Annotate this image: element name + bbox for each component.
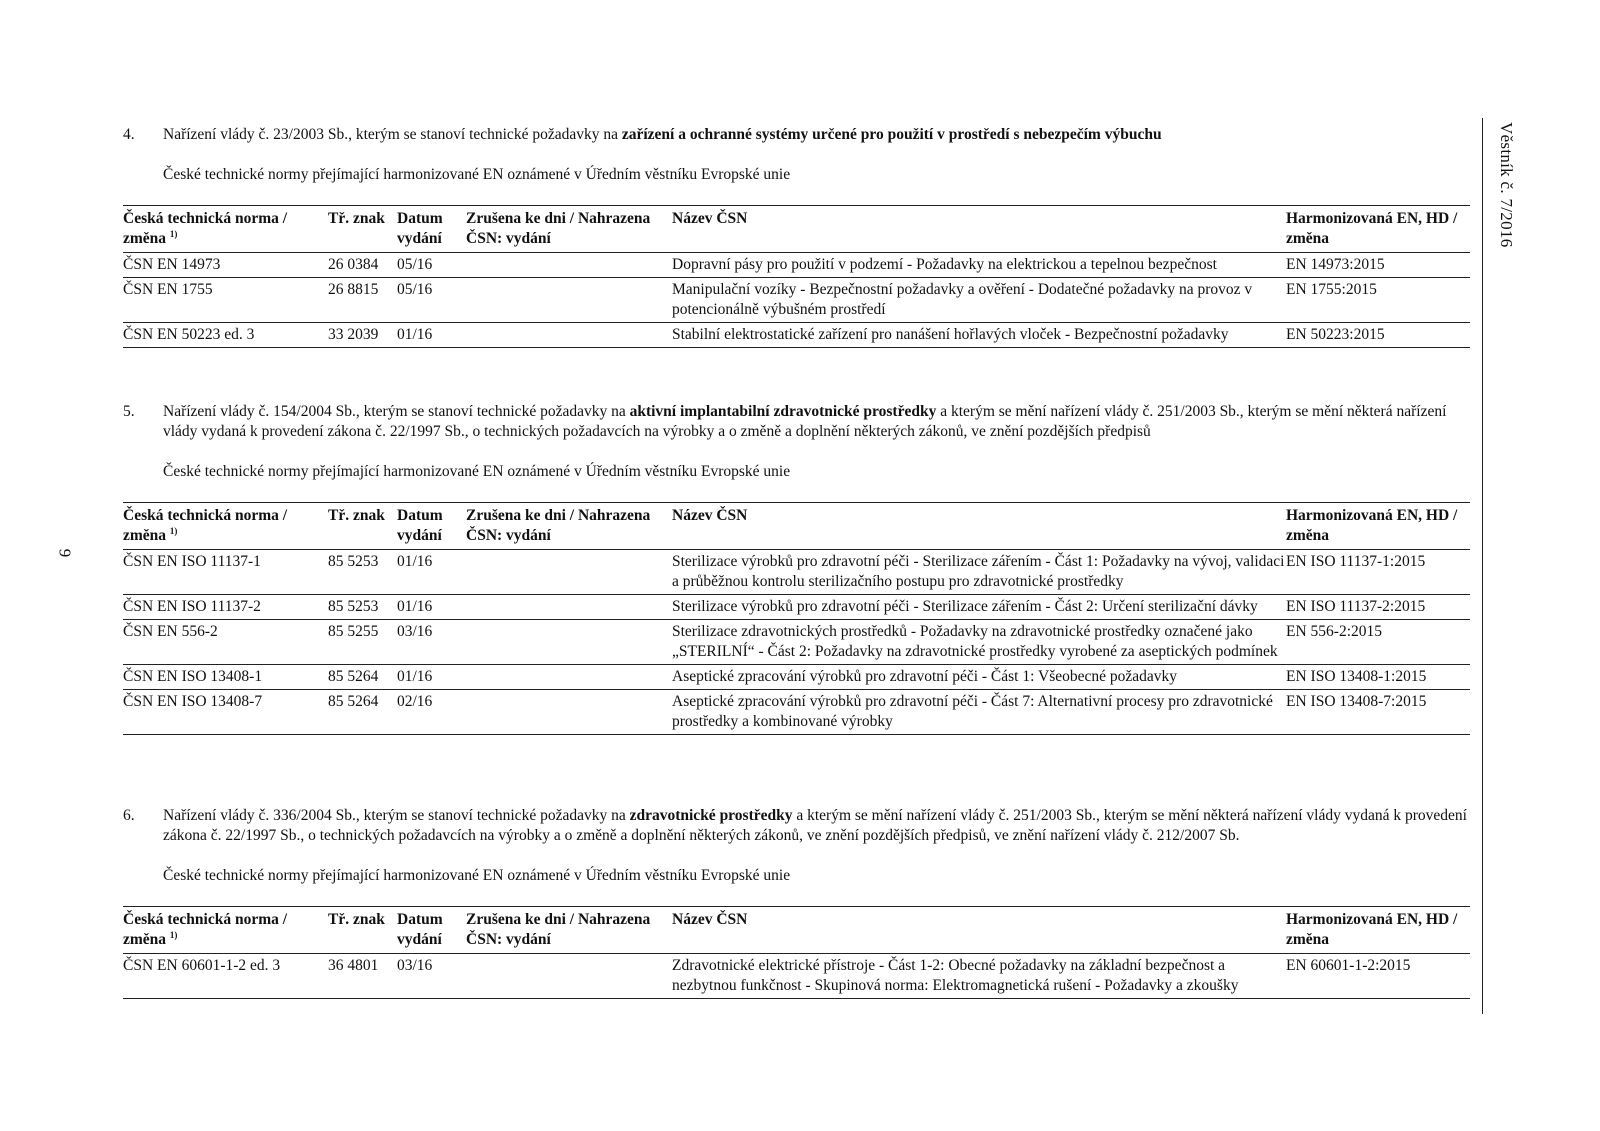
cell-nazev: Zdravotnické elektrické přístroje - Část 1-2: Obecné požadavky na základní bezpečnost a nezbytnou funkčnost - Skupinová norma: Elektromagnetická rušení - Požadavky a zkoušky xyxy=(672,957,1239,994)
section-number: 6. xyxy=(123,807,135,824)
cell-datum: 01/16 xyxy=(397,326,433,343)
cell-harmonizovana: EN ISO 11137-1:2015 xyxy=(1286,553,1426,570)
side-divider xyxy=(1482,118,1483,1014)
cell-znak: 33 2039 xyxy=(328,326,379,343)
section-text: Nařízení vlády č. 23/2003 Sb., kterým se stanoví technické požadavky na zařízení a ochranné systémy určené pro použití v prostředí s nebezpečím výbuchu xyxy=(163,126,1162,143)
header-harmonizovana: Harmonizovaná EN, HD / změna xyxy=(1286,911,1458,948)
cell-znak: 85 5253 xyxy=(328,553,379,570)
cell-datum: 01/16 xyxy=(397,553,433,570)
cell-zrusena xyxy=(466,323,672,348)
table-row xyxy=(123,323,1470,348)
cell-zrusena xyxy=(466,253,672,278)
cell-datum: 05/16 xyxy=(397,256,433,273)
cell-nazev: Aseptické zpracování výrobků pro zdravotní péči - Část 1: Všeobecné požadavky xyxy=(672,668,1178,685)
cell-znak: 26 0384 xyxy=(328,256,379,273)
cell-norma: ČSN EN 556-2 xyxy=(123,623,218,640)
cell-harmonizovana: EN 1755:2015 xyxy=(1286,281,1377,298)
header-nazev: Název ČSN xyxy=(672,507,748,524)
cell-zrusena xyxy=(466,690,672,735)
header-zrusena: Zrušena ke dni / Nahrazena ČSN: vydání xyxy=(466,911,651,948)
section-number: 4. xyxy=(123,126,135,143)
cell-harmonizovana: EN ISO 13408-1:2015 xyxy=(1286,668,1427,685)
cell-datum: 05/16 xyxy=(397,281,433,298)
norms-table xyxy=(123,502,1470,735)
cell-znak: 26 8815 xyxy=(328,281,379,298)
table-row xyxy=(123,595,1470,620)
cell-zrusena xyxy=(466,595,672,620)
table-row xyxy=(123,278,1470,323)
header-datum: Datum vydání xyxy=(397,210,443,247)
cell-norma: ČSN EN ISO 11137-2 xyxy=(123,598,261,615)
section-5 xyxy=(123,402,1470,735)
journal-issue-title: Věstník č. 7/2016 xyxy=(1497,122,1516,248)
cell-nazev: Stabilní elektrostatické zařízení pro nanášení hořlavých vloček - Bezpečnostní požadavky xyxy=(672,326,1229,343)
header-zrusena: Zrušena ke dni / Nahrazena ČSN: vydání xyxy=(466,507,651,544)
table-header-row xyxy=(123,907,1470,954)
cell-zrusena xyxy=(466,550,672,595)
table-row xyxy=(123,665,1470,690)
cell-zrusena xyxy=(466,620,672,665)
header-zrusena: Zrušena ke dni / Nahrazena ČSN: vydání xyxy=(466,210,651,247)
cell-nazev: Sterilizace výrobků pro zdravotní péči - Sterilizace zářením - Část 1: Požadavky na vývoj, validaci a průběžnou kontrolu sterilizačního postupu pro zdravotnické prostředky xyxy=(672,553,1285,590)
cell-datum: 03/16 xyxy=(397,957,433,974)
table-row xyxy=(123,253,1470,278)
cell-harmonizovana: EN 50223:2015 xyxy=(1286,326,1385,343)
section-number: 5. xyxy=(123,403,135,420)
page-number: 9 xyxy=(55,548,75,558)
cell-nazev: Sterilizace výrobků pro zdravotní péči - Sterilizace zářením - Část 2: Určení sterilizační dávky xyxy=(672,598,1258,615)
table-header-row xyxy=(123,503,1470,550)
cell-harmonizovana: EN 556-2:2015 xyxy=(1286,623,1383,640)
cell-datum: 02/16 xyxy=(397,693,433,710)
section-subtitle: České technické normy přejímající harmonizované EN oznámené v Úředním věstníku Evropské unie xyxy=(163,867,791,884)
table-row xyxy=(123,550,1470,595)
cell-zrusena xyxy=(466,278,672,323)
cell-zrusena xyxy=(466,665,672,690)
header-norma: Česká technická norma / změna $^{1)}$ xyxy=(123,507,288,544)
norms-table xyxy=(123,205,1470,348)
cell-norma: ČSN EN ISO 13408-7 xyxy=(123,693,263,710)
table-row xyxy=(123,690,1470,735)
section-heading xyxy=(123,402,1470,442)
section-subtitle: České technické normy přejímající harmonizované EN oznámené v Úředním věstníku Evropské unie xyxy=(163,166,791,183)
header-znak: Tř. znak xyxy=(328,210,385,227)
table-header-row xyxy=(123,206,1470,253)
header-harmonizovana: Harmonizovaná EN, HD / změna xyxy=(1286,210,1458,247)
header-norma: Česká technická norma / změna $^{1)}$ xyxy=(123,210,288,247)
cell-harmonizovana: EN ISO 11137-2:2015 xyxy=(1286,598,1426,615)
cell-zrusena xyxy=(466,954,672,999)
header-nazev: Název ČSN xyxy=(672,210,748,227)
header-norma: Česká technická norma / změna $^{1)}$ xyxy=(123,911,288,948)
norms-table xyxy=(123,906,1470,999)
cell-harmonizovana: EN 14973:2015 xyxy=(1286,256,1385,273)
table-row xyxy=(123,954,1470,999)
cell-znak: 85 5264 xyxy=(328,693,379,710)
cell-znak: 85 5264 xyxy=(328,668,379,685)
cell-datum: 03/16 xyxy=(397,623,433,640)
section-heading xyxy=(123,125,1470,145)
header-datum: Datum vydání xyxy=(397,911,443,948)
section-text: Nařízení vlády č. 336/2004 Sb., kterým se stanoví technické požadavky na zdravotnické prostředky a kterým se mění nařízení vlády č. 251/2003 Sb., kterým se mění některá nařízení vlády vydaná k provedení zákona č. 22/1997 Sb., o technických požadavcích na výrobky a o změně a doplnění některých zákonů, ve znění pozdějších předpisů, ve znění nařízení vlády č. 212/2007 Sb. xyxy=(163,807,1467,844)
cell-znak: 85 5255 xyxy=(328,623,379,640)
header-nazev: Název ČSN xyxy=(672,911,748,928)
cell-nazev: Aseptické zpracování výrobků pro zdravotní péči - Část 7: Alternativní procesy pro zdravotnické prostředky a kombinované výrobky xyxy=(672,693,1273,730)
cell-znak: 36 4801 xyxy=(328,957,379,974)
cell-norma: ČSN EN ISO 13408-1 xyxy=(123,668,263,685)
cell-harmonizovana: EN ISO 13408-7:2015 xyxy=(1286,693,1427,710)
header-harmonizovana: Harmonizovaná EN, HD / změna xyxy=(1286,507,1458,544)
section-6 xyxy=(123,806,1470,999)
cell-datum: 01/16 xyxy=(397,668,433,685)
cell-norma: ČSN EN 50223 ed. 3 xyxy=(123,326,255,343)
section-text: Nařízení vlády č. 154/2004 Sb., kterým se stanoví technické požadavky na aktivní implantabilní zdravotnické prostředky a kterým se mění nařízení vlády č. 251/2003 Sb., kterým se mění některá nařízení vlády vydaná k provedení zákona č. 22/1997 Sb., o technických požadavcích na výrobky a o změně a doplnění některých zákonů, ve znění pozdějších předpisů xyxy=(163,403,1447,440)
table-row xyxy=(123,620,1470,665)
header-znak: Tř. znak xyxy=(328,507,385,524)
cell-norma: ČSN EN 60601-1-2 ed. 3 xyxy=(123,957,281,974)
cell-nazev: Dopravní pásy pro použití v podzemí - Požadavky na elektrickou a tepelnou bezpečnost xyxy=(672,256,1217,273)
cell-nazev: Sterilizace zdravotnických prostředků - Požadavky na zdravotnické prostředky označené jako „STERILNÍ“ - Část 2: Požadavky na zdravotnické prostředky vyrobené za aseptických podmínek xyxy=(672,623,1278,660)
cell-norma: ČSN EN 14973 xyxy=(123,256,221,273)
cell-znak: 85 5253 xyxy=(328,598,379,615)
cell-norma: ČSN EN 1755 xyxy=(123,281,213,298)
cell-norma: ČSN EN ISO 11137-1 xyxy=(123,553,261,570)
cell-harmonizovana: EN 60601-1-2:2015 xyxy=(1286,957,1411,974)
cell-nazev: Manipulační vozíky - Bezpečnostní požadavky a ověření - Dodatečné požadavky na provoz v potencionálně výbušném prostředí xyxy=(672,281,1253,318)
header-datum: Datum vydání xyxy=(397,507,443,544)
section-heading xyxy=(123,806,1470,846)
section-4 xyxy=(123,125,1470,348)
header-znak: Tř. znak xyxy=(328,911,385,928)
cell-datum: 01/16 xyxy=(397,598,433,615)
section-subtitle: České technické normy přejímající harmonizované EN oznámené v Úředním věstníku Evropské unie xyxy=(163,463,791,480)
